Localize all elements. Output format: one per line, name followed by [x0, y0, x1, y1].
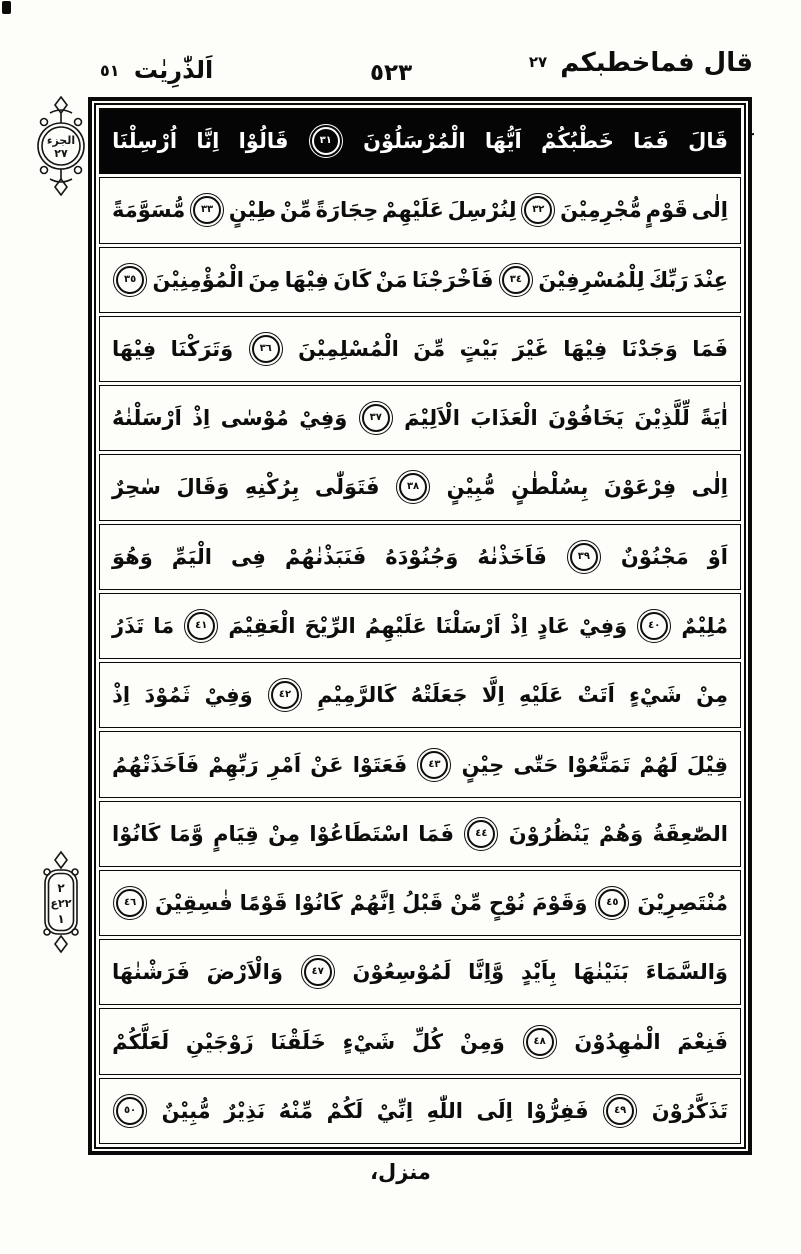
quran-word: اٰيَةً: [700, 406, 728, 431]
quran-word: رَبِّكَ: [648, 267, 689, 292]
quran-word: بِاَيْدٍ: [520, 960, 557, 985]
quran-word: الرِّيْحَ: [304, 613, 356, 638]
ayah-number: ٣١: [319, 135, 332, 147]
ayah-number: ٣٧: [369, 412, 382, 424]
juz-medallion-number: ٢٧: [54, 147, 68, 160]
quran-word: مُّجْرِمِيْنَ: [560, 198, 642, 223]
quran-word: مُلِيْمٌ: [681, 613, 728, 638]
quran-word: اَمْرِ: [267, 752, 302, 777]
quran-word: وَفِيْ: [204, 683, 253, 708]
quran-word: وَجَدْنَا: [621, 336, 678, 361]
quran-word: رَبِّهِمْ: [208, 752, 259, 777]
ayah-number: ٤٦: [123, 897, 137, 909]
quran-word: لِّلَّذِيْنَ: [634, 406, 690, 431]
quran-line-12: [99, 870, 741, 936]
juz-title: قال فماخطبكم: [560, 48, 753, 78]
quran-word: حِيْنٍ: [461, 752, 505, 777]
surah-number: ٥١: [100, 61, 120, 80]
ayah-end-marker: [524, 196, 552, 224]
juz-medallion-label: الجزء: [46, 134, 76, 147]
juz-start-ornament: [28, 96, 94, 196]
ayah-end-marker: [598, 889, 626, 917]
ruku-number-bottom: ١: [57, 912, 65, 926]
quran-line-3: [99, 247, 741, 313]
quran-line-6: [99, 454, 741, 520]
ayah-number: ٤٤: [475, 827, 488, 839]
quran-word: سٰحِرٌ: [112, 475, 161, 500]
quran-word: مُّبِيْنٍ: [446, 475, 496, 500]
quran-word: كَالرَّمِيْمِ: [317, 683, 397, 708]
quran-word: خَلَقْنَا: [270, 1029, 326, 1054]
ayah-number: ٣٤: [509, 273, 522, 285]
quran-word: فِيْهَا: [563, 336, 608, 361]
quran-word: فِيْهَا: [112, 336, 157, 361]
quran-word: وَهُمْ: [599, 821, 644, 846]
quran-line-9: [99, 662, 741, 728]
quran-word: الْمُسْلِمِيْنَ: [298, 336, 399, 361]
quran-line-11: [99, 801, 741, 867]
quran-word: كَانُوْا: [112, 821, 161, 846]
quran-word: اِذْ: [192, 406, 211, 431]
quran-word: وَمِنْ: [459, 1029, 505, 1054]
ayah-end-marker: [187, 612, 215, 640]
quran-word: شَيْءٍ: [629, 683, 682, 708]
ayah-number: ٤٧: [311, 966, 324, 978]
quran-word: عَلَيْهِمُ: [364, 613, 427, 638]
quran-word: اسْتَطَاعُوْا: [309, 821, 409, 846]
quran-word: اللّٰهِ: [426, 1098, 463, 1123]
quran-word: لَكُمْ: [326, 1098, 364, 1123]
ayah-end-marker: [570, 543, 598, 571]
quran-word: فٰسِقِيْنَ: [155, 891, 233, 916]
ayah-end-marker: [116, 889, 144, 917]
ruku-cartouche-icon: [32, 850, 90, 954]
quran-word: وَّمَا: [169, 821, 204, 846]
text-frame: [88, 97, 752, 1155]
quran-word: فَمَا: [692, 336, 728, 361]
quran-word: حِجَارَةً: [315, 198, 379, 223]
quran-word: فَنِعْمَ: [677, 1029, 728, 1054]
quran-word: مِنْ: [696, 683, 728, 708]
quran-word: قِيْلَ: [686, 752, 728, 777]
quran-word: زَوْجَيْنِ: [185, 1029, 254, 1054]
quran-line-2: [99, 177, 741, 243]
scan-artifact: [2, 1, 11, 14]
quran-word: مِّنْ: [450, 891, 482, 916]
ruku-marker-ornament: [32, 850, 90, 954]
quran-word: اِنَّهُمْ: [349, 891, 396, 916]
quran-word: فَمَا: [633, 129, 669, 154]
quran-word: مُوْسٰى: [220, 406, 289, 431]
quran-word: كُلِّ: [412, 1029, 443, 1054]
quran-line-5: [99, 385, 741, 451]
ayah-end-marker: [362, 404, 390, 432]
quran-word: عَلَيْهِ: [519, 683, 564, 708]
quran-word: كَانَ: [333, 267, 372, 292]
quran-word: فَاَخْرَجْنَا: [412, 267, 494, 292]
quran-word: لَمُوْسِعُوْنَ: [352, 960, 452, 985]
quran-word: بَنَيْنٰهَا: [573, 960, 629, 985]
juz-header: [529, 48, 753, 78]
quran-word: الصّٰعِقَةُ: [652, 821, 728, 846]
ayah-number: ٣٨: [406, 481, 420, 493]
quran-word: اِلَى: [476, 1098, 513, 1123]
quran-word: الْاَلِيْمَ: [404, 406, 460, 431]
quran-line-15: [99, 1078, 741, 1144]
ayah-number: ٣٩: [577, 550, 590, 562]
quran-word: فَرَشْنٰهَا: [112, 960, 190, 985]
quran-word: نَذِيْرٌ: [224, 1098, 266, 1123]
ayah-end-marker: [399, 473, 427, 501]
quran-word: وَالْاَرْضَ: [206, 960, 283, 985]
quran-word: قَوْمٍ: [645, 198, 688, 223]
quran-lines: [94, 103, 746, 1149]
quran-word: لَعَلَّكُمْ: [112, 1029, 170, 1054]
quran-word: تَذَرُ: [112, 613, 145, 638]
quran-word: يَخَافُوْنَ: [548, 406, 624, 431]
quran-word: وَفِيْ: [299, 406, 348, 431]
quran-word: شَيْءٍ: [342, 1029, 396, 1054]
quran-word: اِذْ: [112, 683, 131, 708]
quran-word: مِنَ: [248, 267, 281, 292]
quran-word: عَادٍ: [536, 613, 570, 638]
quran-word: مَنْ: [375, 267, 408, 292]
quran-word: فِرْعَوْنَ: [603, 475, 677, 500]
ayah-end-marker: [193, 196, 221, 224]
quran-word: فَاَخَذْنٰهُ: [477, 544, 547, 569]
ayah-end-marker: [116, 266, 144, 294]
quran-word: الْيَمِّ: [171, 544, 212, 569]
quran-line-4: [99, 316, 741, 382]
quran-word: الْمُرْسَلُوْنَ: [363, 129, 466, 154]
quran-word: اَرْسَلْنَا: [435, 613, 501, 638]
quran-word: مُّسَوَّمَةً: [112, 198, 186, 223]
quran-word: جَعَلَتْهُ: [410, 683, 468, 708]
quran-line-13: [99, 939, 741, 1005]
quran-word: مِّنْ: [279, 198, 312, 223]
quran-word: لَهُمْ: [639, 752, 678, 777]
quran-word: اَوْ: [707, 544, 728, 569]
quran-word: قَبْلُ: [402, 891, 444, 916]
quran-word: مِنْ: [268, 821, 300, 846]
quran-word: عَلَيْهِمْ: [382, 198, 444, 223]
quran-word: غَيْرَ: [512, 336, 549, 361]
quran-word: وَّاِنَّا: [468, 960, 505, 985]
ayah-number: ٤٩: [614, 1104, 627, 1116]
quran-line-14: [99, 1008, 741, 1074]
surah-header: [100, 56, 213, 84]
juz-medallion-icon: [28, 96, 94, 196]
quran-word: تَمَتَّعُوْا: [567, 752, 631, 777]
quran-word: اَرْسَلْنٰهُ: [112, 406, 182, 431]
ayah-end-marker: [467, 820, 495, 848]
quran-word: اِنِّيْ: [376, 1098, 414, 1123]
quran-word: اُرْسِلْنَا: [112, 129, 178, 154]
quran-word: اِلَّا: [481, 683, 505, 708]
quran-word: فِى: [230, 544, 266, 569]
quran-word: وَالسَّمَاءَ: [645, 960, 728, 985]
quran-word: الْمٰهِدُوْنَ: [574, 1029, 661, 1054]
quran-word: فَفِرُّوْا: [526, 1098, 589, 1123]
ayah-number: ٣٣: [200, 204, 214, 216]
quran-word: حَتّٰى: [513, 752, 559, 777]
juz-number: ٢٧: [528, 53, 548, 71]
quran-word: لِنُرْسِلَ: [447, 198, 517, 223]
quran-word: مَا: [153, 613, 175, 638]
ayah-number: ٤٢: [278, 689, 292, 701]
quran-word: بِرُكْنِهِ: [244, 475, 300, 500]
quran-word: الْعَذَابَ: [470, 406, 538, 431]
page-header: [0, 42, 801, 94]
surah-title: اَلذّٰرِيٰت: [133, 56, 214, 84]
ayah-end-marker: [420, 751, 448, 779]
ayah-number: ٤٥: [606, 897, 619, 909]
quran-word: قِيَامٍ: [213, 821, 259, 846]
quran-word: بِسُلْطٰنٍ: [511, 475, 589, 500]
catchword-manzil: منزل،: [370, 1160, 431, 1184]
ayah-number: ٥٠: [123, 1104, 137, 1116]
quran-word: اَيُّهَا: [484, 129, 522, 154]
quran-word: وَقَالَ: [176, 475, 230, 500]
quran-word: طِيْنٍ: [228, 198, 277, 223]
quran-word: فَنَبَذْنٰهُمْ: [284, 544, 367, 569]
quran-line-7: [99, 524, 741, 590]
quran-word: مُنْتَصِرِيْنَ: [637, 891, 728, 916]
quran-word: الْمُؤْمِنِيْنَ: [152, 267, 244, 292]
quran-word: فَعَتَوْا: [352, 752, 408, 777]
quran-word: لِلْمُسْرِفِيْنَ: [538, 267, 645, 292]
ayah-end-marker: [526, 1028, 554, 1056]
quran-word: قَالَ: [688, 129, 728, 154]
ayah-number: ٤٣: [428, 758, 441, 770]
quran-word: مُّبِيْنٌ: [161, 1098, 211, 1123]
page-number: ٥٢٣: [370, 60, 413, 86]
ayah-end-marker: [640, 612, 668, 640]
ayah-number: ٤١: [195, 619, 208, 631]
ayah-end-marker: [606, 1097, 634, 1125]
ruku-number-middle: ٢٢ع: [50, 897, 72, 910]
quran-word: فِيْهَا: [284, 267, 329, 292]
quran-word: اِلٰى: [691, 475, 728, 500]
ruku-number-top: ٢: [57, 881, 65, 895]
ayah-number: ٤٠: [648, 619, 661, 631]
ayah-end-marker: [502, 266, 530, 294]
quran-word: فَاَخَذَتْهُمُ: [112, 752, 200, 777]
quran-word: مَجْنُوْنٌ: [620, 544, 689, 569]
ayah-end-marker: [116, 1097, 144, 1125]
quran-word: قَالُوْا: [238, 129, 289, 154]
quran-word: قَوْمًا: [239, 891, 288, 916]
ayah-end-marker: [312, 127, 340, 155]
quran-word: بَيْتٍ: [459, 336, 499, 361]
ayah-number: ٣٢: [532, 204, 545, 216]
quran-word: عِنْدَ: [692, 267, 728, 292]
quran-word: اَتَتْ: [577, 683, 615, 708]
ayah-end-marker: [252, 335, 280, 363]
ayah-end-marker: [304, 958, 332, 986]
quran-word: فَمَا: [418, 821, 454, 846]
quran-word: تَذَكَّرُوْنَ: [651, 1098, 728, 1123]
quran-word: اِلٰى: [691, 198, 728, 223]
quran-word: كَانُوْا: [294, 891, 343, 916]
quran-word: وَجُنُوْدَهُ: [385, 544, 459, 569]
quran-word: وَفِيْ: [579, 613, 628, 638]
quran-word: عَنْ: [310, 752, 344, 777]
quran-word: وَتَرَكْنَا: [170, 336, 234, 361]
quran-word: نُوْحٍ: [488, 891, 526, 916]
quran-word: وَقَوْمَ: [532, 891, 588, 916]
quran-line-8: [99, 593, 741, 659]
ayah-end-marker: [271, 681, 299, 709]
ayah-number: ٤٨: [533, 1035, 546, 1047]
quran-word: مِّنْهُ: [278, 1098, 314, 1123]
quran-line-10: [99, 731, 741, 797]
quran-line-1: [99, 108, 741, 174]
quran-word: خَطْبُكُمْ: [541, 129, 614, 154]
quran-word: اِذْ: [509, 613, 528, 638]
ayah-number: ٣٥: [123, 273, 137, 285]
quran-word: وَهُوَ: [112, 544, 153, 569]
quran-word: الْعَقِيْمَ: [228, 613, 296, 638]
ayah-number: ٣٦: [259, 342, 272, 354]
quran-word: فَتَوَلّٰى: [314, 475, 380, 500]
quran-word: اِنَّا: [196, 129, 220, 154]
quran-word: مِّنَ: [413, 336, 446, 361]
quran-word: يَنْظُرُوْنَ: [508, 821, 590, 846]
quran-word: ثَمُوْدَ: [144, 683, 191, 708]
